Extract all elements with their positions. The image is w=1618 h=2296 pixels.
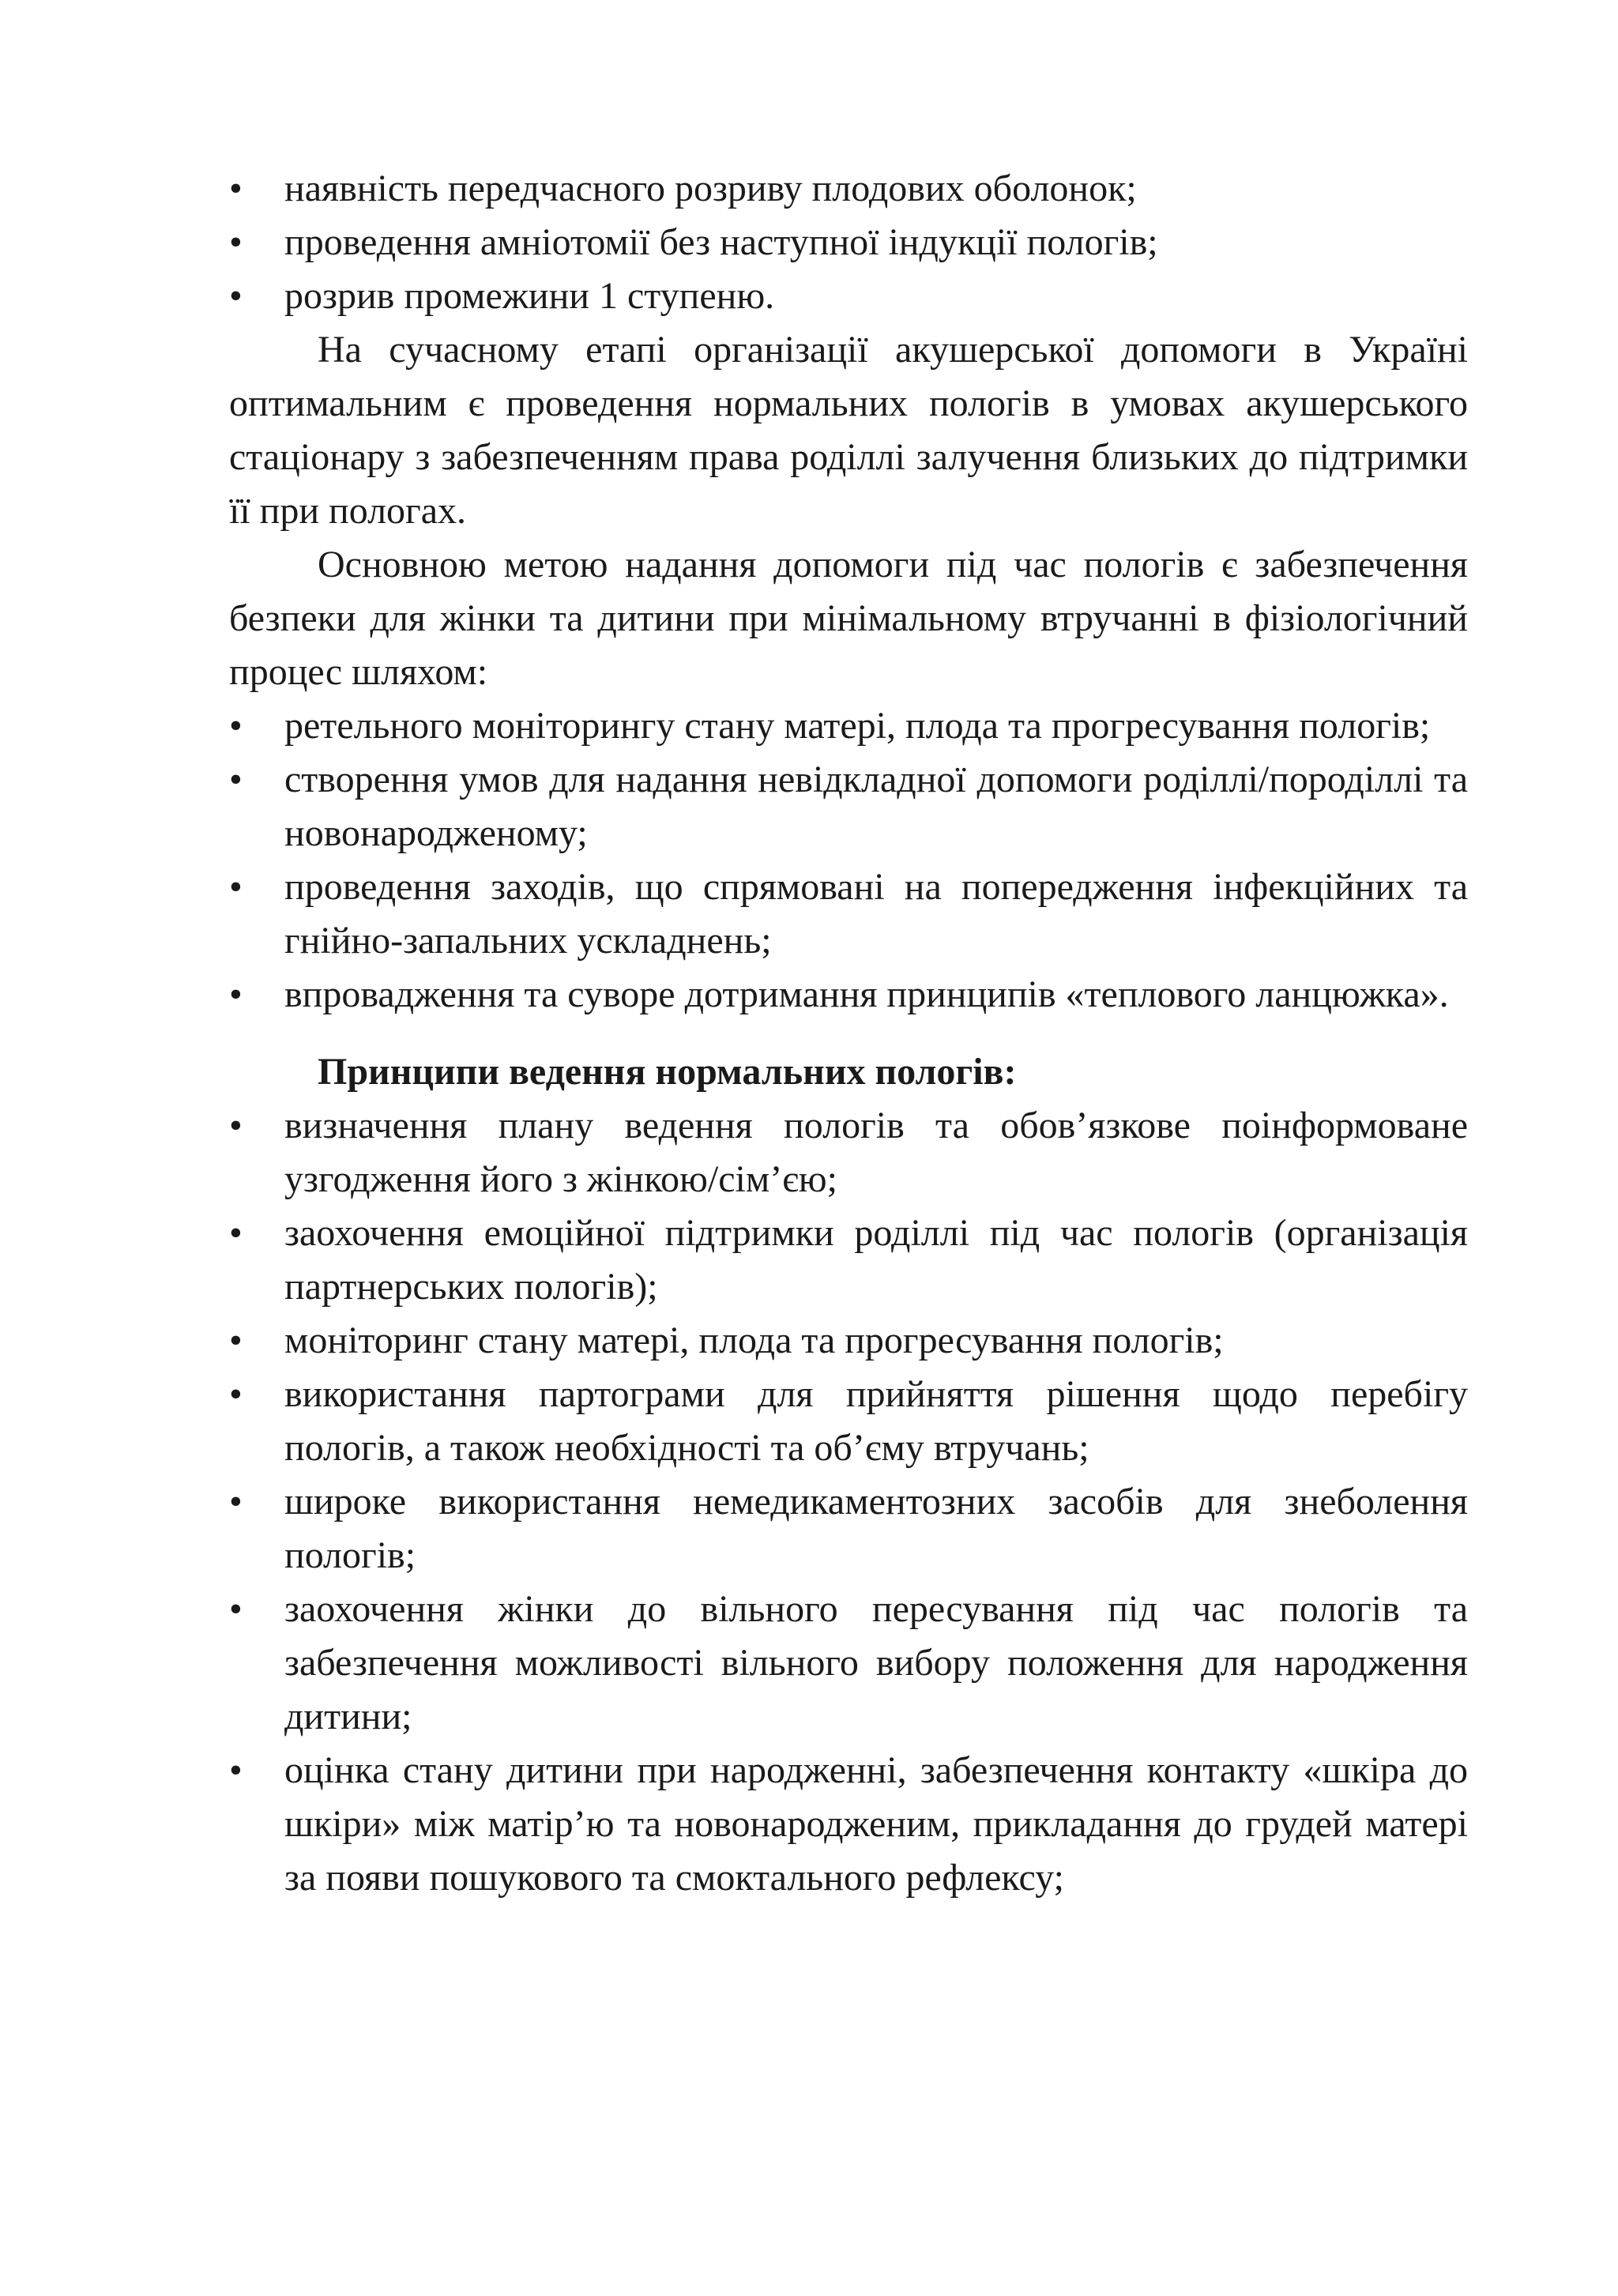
paragraph-organization: На сучасному етапі організації акушерської допомоги в Україні оптимальним є проведення нормальних пологів в умовах акушерського стаціонару з забезпеченням права роділлі залучення близьких до підтримки її при пологах. [229,329,1468,532]
list-item: • розрив промежини 1 ступеню. [229,269,1468,323]
list-item: • наявність передчасного розриву плодових оболонок; [229,162,1468,216]
list-item: • широке використання немедикаментозних засобів для знеболення пологів; [229,1475,1468,1583]
list-item: • ретельного моніторингу стану матері, плода та прогресування пологів; [229,699,1468,753]
list-item: • створення умов для надання невідкладної допомоги роділлі/породіллі та новонародженому; [229,753,1468,860]
bullet-list-complications [229,162,1468,323]
section-heading: Принципи ведення нормальних пологів: [318,1051,1017,1093]
list-item: • заохочення емоційної підтримки роділлі під час пологів (організація партнерських пологів); [229,1206,1468,1314]
list-item: • моніторинг стану матері, плода та прогресування пологів; [229,1314,1468,1368]
list-item: • проведення амніотомії без наступної індукції пологів; [229,216,1468,269]
list-item: • оцінка стану дитини при народженні, забезпечення контакту «шкіра до шкіри» між матір’ю та новонародженим, прикладання до грудей матері за появи пошукового та смоктального рефлексу; [229,1744,1468,1905]
list-item: • проведення заходів, що спрямовані на попередження інфекційних та гнійно-запальних ускладнень; [229,860,1468,968]
bullet-list-goals [229,699,1468,1022]
list-item: • визначення плану ведення пологів та обов’язкове поінформоване узгодження його з жінкою/сім’єю; [229,1099,1468,1206]
document-page [229,162,1468,1905]
list-item: • впровадження та суворе дотримання принципів «теплового ланцюжка». [229,968,1468,1022]
paragraph-goal: Основною метою надання допомоги під час пологів є забезпечення безпеки для жінки та дитини при мінімальному втручанні в фізіологічний процес шляхом: [229,544,1468,693]
bullet-list-principles [229,1099,1468,1905]
list-item: • заохочення жінки до вільного пересування під час пологів та забезпечення можливості вільного вибору положення для народження дитини; [229,1583,1468,1744]
list-item: • використання партограми для прийняття рішення щодо перебігу пологів, а також необхідності та об’єму втручань; [229,1368,1468,1475]
